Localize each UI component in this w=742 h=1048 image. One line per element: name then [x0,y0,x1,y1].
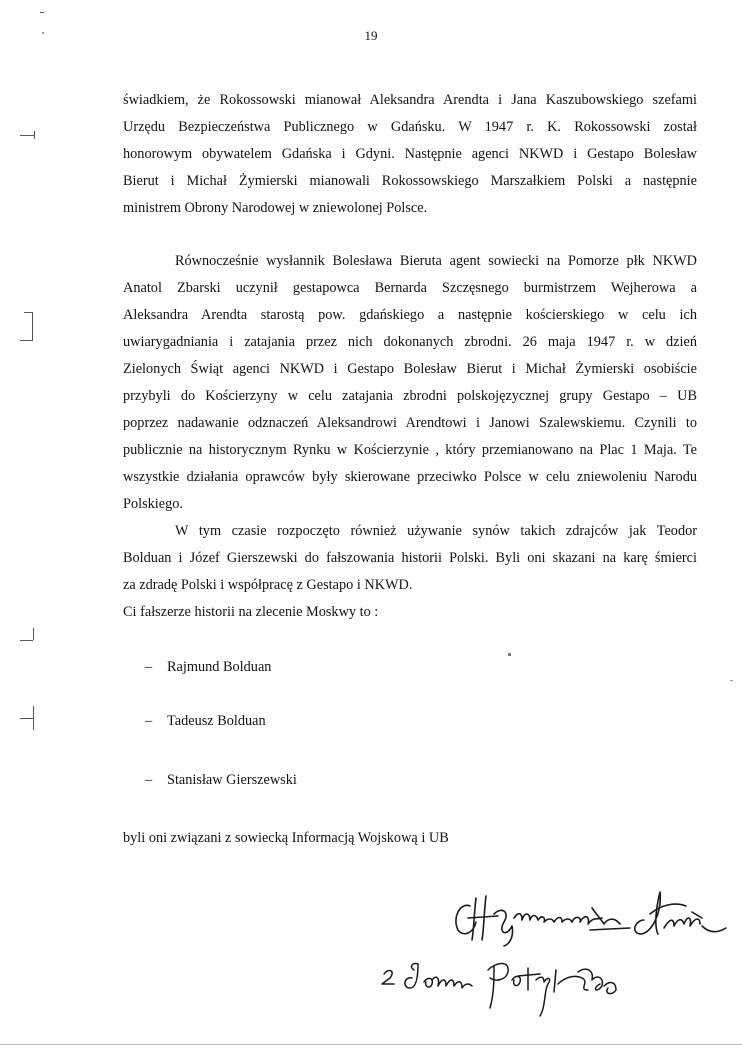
scan-mark [20,640,33,641]
list-item [145,711,266,731]
paragraph-3 [123,518,697,626]
scan-mark [33,628,34,640]
text-line: Anatol Zbarski uczynił gestapowca Bernarda Szczęsnego burmistrzem Wejherowa a [123,280,697,296]
signature-maiden-name [378,950,623,1020]
page-bottom-edge [0,1044,742,1045]
paragraph-1 [123,87,697,222]
scan-mark [20,718,33,719]
text-line: W tym czasie rozpoczęto również używanie synów takich zdrajców jak Teodor [175,523,697,539]
scan-mark [32,312,33,340]
text-line: Ci fałszerze historii na zlecenie Moskwy to : [123,604,379,620]
scan-mark [508,653,511,656]
list-item-name: Stanisław Gierszewski [167,772,297,788]
signature-name [440,878,730,948]
scan-mark [24,312,32,313]
list-dash: – [145,713,153,729]
page-number: 19 [364,28,378,43]
text-line: Aleksandra Arendta starostą pow. gdańskiego a następnie kościerskiego w celu ich [123,307,697,323]
list-item-name: Rajmund Bolduan [167,659,272,675]
text-line: Bierut i Michał Żymierski mianowali Rokossowskiego Marszałkiem Polski a następnie [123,173,697,189]
scan-mark [33,706,34,730]
text-line: za zdradę Polski i współpracę z Gestapo i NKWD. [123,577,413,593]
paragraph-2 [123,248,697,518]
text-line: wszystkie działania oprawców były skierowane przeciwko Polsce w celu zniewoleniu Narodu [123,469,697,485]
scan-mark [42,32,44,34]
text-line: świadkiem, że Rokossowski mianował Aleksandra Arendta i Jana Kaszubowskiego szefami [123,92,697,108]
text-line: Równocześnie wysłannik Bolesława Bieruta agent sowiecki na Pomorze płk NKWD [175,253,697,269]
scan-mark [34,131,35,139]
text-line: uwiarygadniania i zatajania przez nich dokonanych zbrodni. 26 maja 1947 r. w dzień [123,334,697,350]
list-item [145,657,271,677]
scan-mark [40,12,44,13]
text-line: Bolduan i Józef Gierszewski do fałszowania historii Polski. Byli oni skazani na karę śmierci [123,550,697,566]
list-item [145,770,297,790]
text-line: Zielonych Świąt agenci NKWD i Gestapo Bolesław Bierut i Michał Żymierski osobiście [123,361,697,377]
text-line: honorowym obywatelem Gdańska i Gdyni. Następnie agenci NKWD i Gestapo Bolesław [123,146,697,162]
text-line: ministrem Obrony Narodowej w zniewolonej Polsce. [123,200,428,216]
text-line: Polskiego. [123,496,183,512]
text-line: poprzez nadawanie odznaczeń Aleksandrowi Arendtowi i Janowi Szalewskiemu. Czynili to [123,415,697,431]
list-dash: – [145,772,153,788]
list-dash: – [145,659,153,675]
text-line: publicznie na historycznym Rynku w Kościerzynie , który przemianowano na Plac 1 Maja. Te [123,442,697,458]
closing-line: byli oni związani z sowiecką Informacją Wojskową i UB [123,830,449,846]
scan-mark [20,135,34,136]
scan-mark [730,680,733,681]
scan-mark [20,340,33,341]
list-item-name: Tadeusz Bolduan [167,713,266,729]
text-line: Urzędu Bezpieczeństwa Publicznego w Gdańsku. W 1947 r. K. Rokossowski został [123,119,697,135]
text-line: przybyli do Kościerzyny w celu zatajania zbrodni polskojęzycznej grupy Gestapo – UB [123,388,697,404]
